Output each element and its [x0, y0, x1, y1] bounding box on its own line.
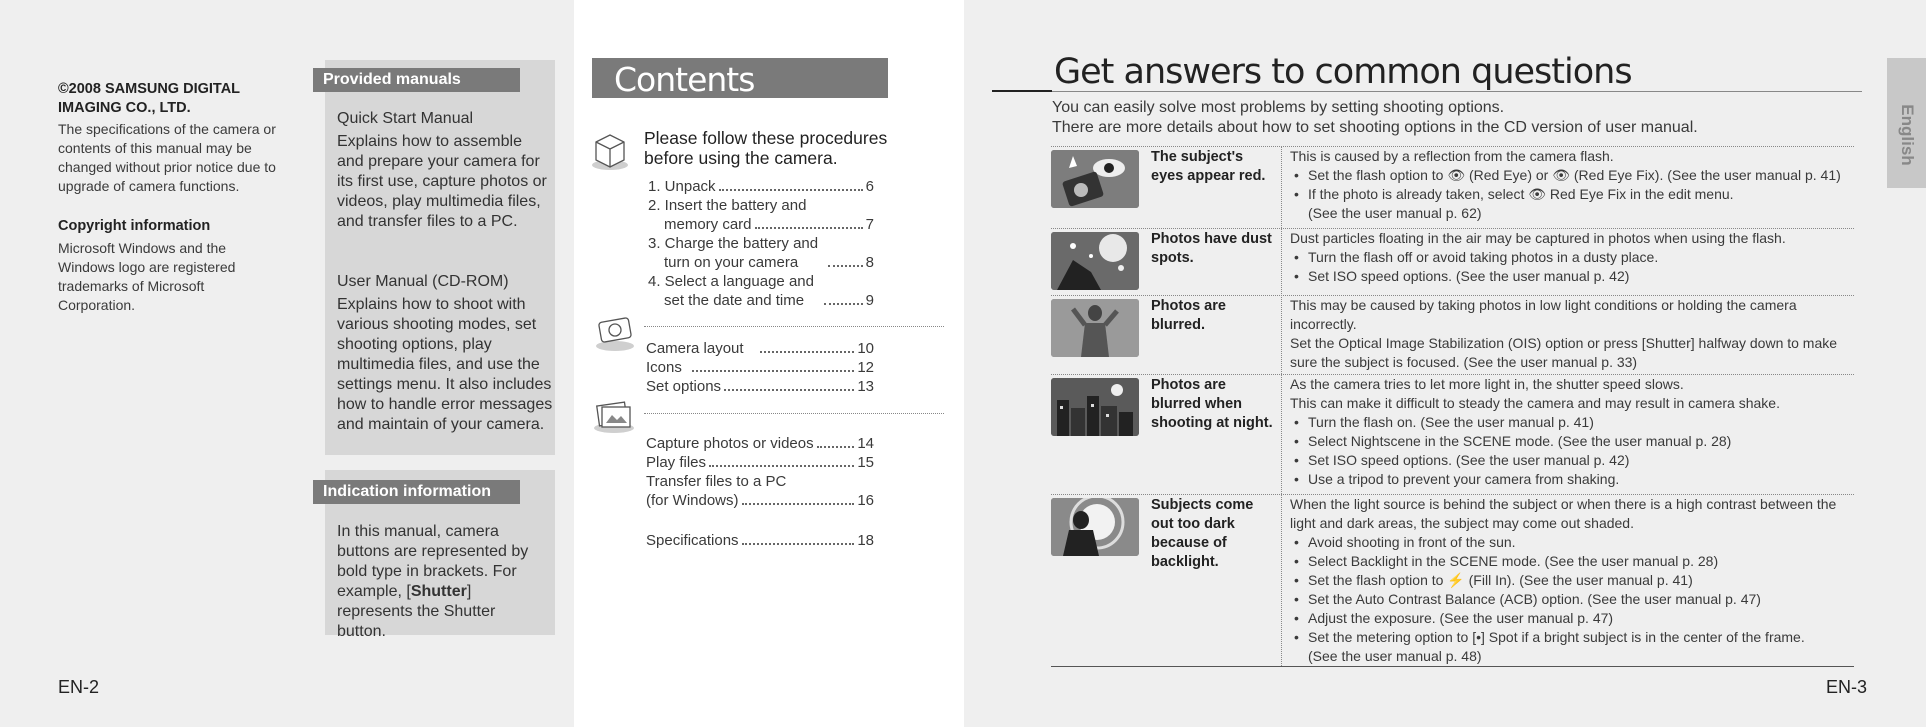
language-label: English [1898, 104, 1917, 166]
answer-line: (See the user manual p. 62) [1308, 205, 1482, 221]
answer-line: As the camera tries to let more light in, the shutter speed slows. [1290, 376, 1684, 392]
camera-icon [594, 312, 636, 352]
step-4[interactable]: set the date and time 9 [664, 292, 874, 309]
step-2[interactable]: memory card 7 [664, 216, 874, 233]
toc-divider-2 [644, 413, 944, 414]
copyright-notice: ©2008 SAMSUNG DIGITAL IMAGING CO., LTD. [58, 81, 240, 116]
step-3-line-1: 3. Charge the battery and [648, 235, 819, 252]
answer-line: This may be caused by taking photos in low light conditions or holding the camera incorrectly. [1290, 297, 1797, 332]
answer-bullet: • Use a tripod to prevent your camera from shaking. [1290, 470, 1854, 489]
group3-list [646, 531, 874, 550]
toc-play-files[interactable]: Play files 15 [646, 454, 874, 471]
answer-bullet: • Set the Auto Contrast Balance (ACB) option. (See the user manual p. 47) [1290, 590, 1854, 609]
copyright-info-text: Microsoft Windows and the Windows logo are registered trademarks of Microsoft Corporation. [58, 240, 236, 313]
answer-line: When the light source is behind the subject or when there is a high contrast between the light and dark areas, the subject may come out shaded. [1290, 496, 1837, 531]
answer-bullet: • Set the metering option to [•] Spot if a bright subject is in the center of the frame. [1290, 628, 1854, 647]
indication-text-2: For example, [ [337, 563, 517, 600]
question-text: Photos are blurred. [1151, 298, 1226, 333]
blurred-photo [1051, 299, 1139, 357]
toc-capture[interactable]: Capture photos or videos 14 [646, 435, 874, 452]
user-manual-title: User Manual (CD-ROM) [337, 273, 509, 290]
contents-title: Contents [592, 58, 888, 98]
answer-text [1290, 147, 1854, 223]
toc-divider-1 [644, 326, 944, 327]
spec-notice: The specifications of the camera or contents of this manual may be changed without prior notice due to upgrade of camera functions. [58, 121, 276, 194]
quick-start-text: Explains how to assemble and prepare your camera for its first use, capture photos or videos, play multimedia files, and transfer files to a PC. [337, 133, 547, 230]
photos-icon [592, 398, 636, 434]
answer-bullet: • Set ISO speed options. (See the user manual p. 42) [1290, 451, 1854, 470]
indication-text [337, 522, 547, 642]
answer-text [1290, 375, 1854, 489]
page-number-right: EN-3 [1826, 677, 1868, 697]
answer-bullet: • Turn the flash off or avoid taking photos in a dusty place. [1290, 248, 1854, 267]
indication-tab: Indication information [313, 480, 520, 504]
table-row [1051, 374, 1854, 495]
answer-line: This can make it difficult to steady the camera and may result in camera shake. [1290, 395, 1780, 411]
user-manual-text: Explains how to shoot with various shooting modes, set shooting options, play multimedia files, and use the settings menu. It also includes how to handle error messages and maintain of your camera. [337, 296, 553, 433]
answer-bullet: • If the photo is already taken, select 👁 Red Eye Fix in the edit menu. [1290, 185, 1854, 204]
answer-line: (See the user manual p. 48) [1308, 648, 1482, 664]
group2-list [646, 434, 874, 510]
toc-specifications[interactable]: Specifications 18 [646, 532, 874, 549]
dust-spots-photo [1051, 232, 1139, 290]
answer-bullet: • Select Nightscene in the SCENE mode. (See the user manual p. 28) [1290, 432, 1854, 451]
indication-text-3: ] represents the Shutter button. [337, 583, 496, 640]
indication-text-1: In this manual, camera buttons are represented by bold type in brackets. [337, 523, 529, 580]
answer-bullet: • Set the flash option to 👁 (Red Eye) or 👁 (Red Eye Fix). (See the user manual p. 41) [1290, 166, 1854, 185]
answer-bullet: • Adjust the exposure. (See the user manual p. 47) [1290, 609, 1854, 628]
answer-line: This is caused by a reflection from the camera flash. [1290, 148, 1614, 164]
answer-text [1290, 495, 1854, 666]
answer-bullet: • Select Backlight in the SCENE mode. (See the user manual p. 28) [1290, 552, 1854, 571]
step-3[interactable]: turn on your camera 8 [664, 254, 874, 271]
step-4-line-1: 4. Select a language and [648, 273, 814, 290]
answer-line: Set the Optical Image Stabilization (OIS) option or press [Shutter] halfway down to make sure the subject is focused. (See the user manual p. 33) [1290, 335, 1838, 370]
qa-intro-2: There are more details about how to set shooting options in the CD version of user manual. [1052, 119, 1698, 136]
qa-page-title: Get answers to common questions [1054, 52, 1632, 92]
group1-list [646, 339, 874, 396]
toc-transfer-line-1: Transfer files to a PC [646, 473, 787, 490]
answer-bullet: • Turn the flash on. (See the user manual p. 41) [1290, 413, 1854, 432]
question-text: The subject's eyes appear red. [1151, 149, 1266, 184]
box-icon [590, 128, 630, 172]
question-text: Photos are blurred when shooting at night. [1151, 377, 1273, 431]
answer-text [1290, 229, 1854, 286]
night-photo [1051, 378, 1139, 436]
provided-manuals-tab: Provided manuals [313, 68, 520, 92]
answer-bullet: • Avoid shooting in front of the sun. [1290, 533, 1854, 552]
answer-text [1290, 296, 1854, 372]
table-row [1051, 228, 1854, 296]
table-row [1051, 146, 1854, 229]
copyright-info-title: Copyright information [58, 218, 211, 234]
left-page [0, 0, 574, 727]
answer-bullet: • Set ISO speed options. (See the user manual p. 42) [1290, 267, 1854, 286]
table-row [1051, 494, 1854, 667]
backlight-photo [1051, 498, 1139, 556]
question-text: Subjects come out too dark because of backlight. [1151, 497, 1254, 570]
page-number-left: EN-2 [58, 677, 100, 697]
toc-transfer[interactable]: (for Windows) 16 [646, 492, 874, 509]
answer-line: Dust particles floating in the air may be captured in photos when using the flash. [1290, 230, 1786, 246]
toc-icons[interactable]: Icons 12 [646, 359, 874, 376]
steps-list [648, 177, 874, 310]
qa-intro-1: You can easily solve most problems by setting shooting options. [1052, 99, 1505, 116]
qa-intro [1052, 98, 1698, 138]
step-2-line-1: 2. Insert the battery and [648, 197, 807, 214]
toc-set-options[interactable]: Set options 13 [646, 378, 874, 395]
table-row [1051, 295, 1854, 375]
shutter-bold: Shutter [410, 583, 467, 600]
contents-intro: Please follow these procedures before using the camera. [644, 128, 888, 168]
quick-start-title: Quick Start Manual [337, 110, 474, 127]
answer-bullet: • Set the flash option to ⚡ (Fill In). (See the user manual p. 41) [1290, 571, 1854, 590]
title-rule-left [992, 90, 1052, 92]
contents-page [574, 0, 964, 727]
step-1[interactable]: 1. Unpack 6 [648, 178, 874, 195]
question-text: Photos have dust spots. [1151, 231, 1272, 266]
toc-camera-layout[interactable]: Camera layout 10 [646, 340, 874, 357]
red-eye-photo [1051, 150, 1139, 208]
